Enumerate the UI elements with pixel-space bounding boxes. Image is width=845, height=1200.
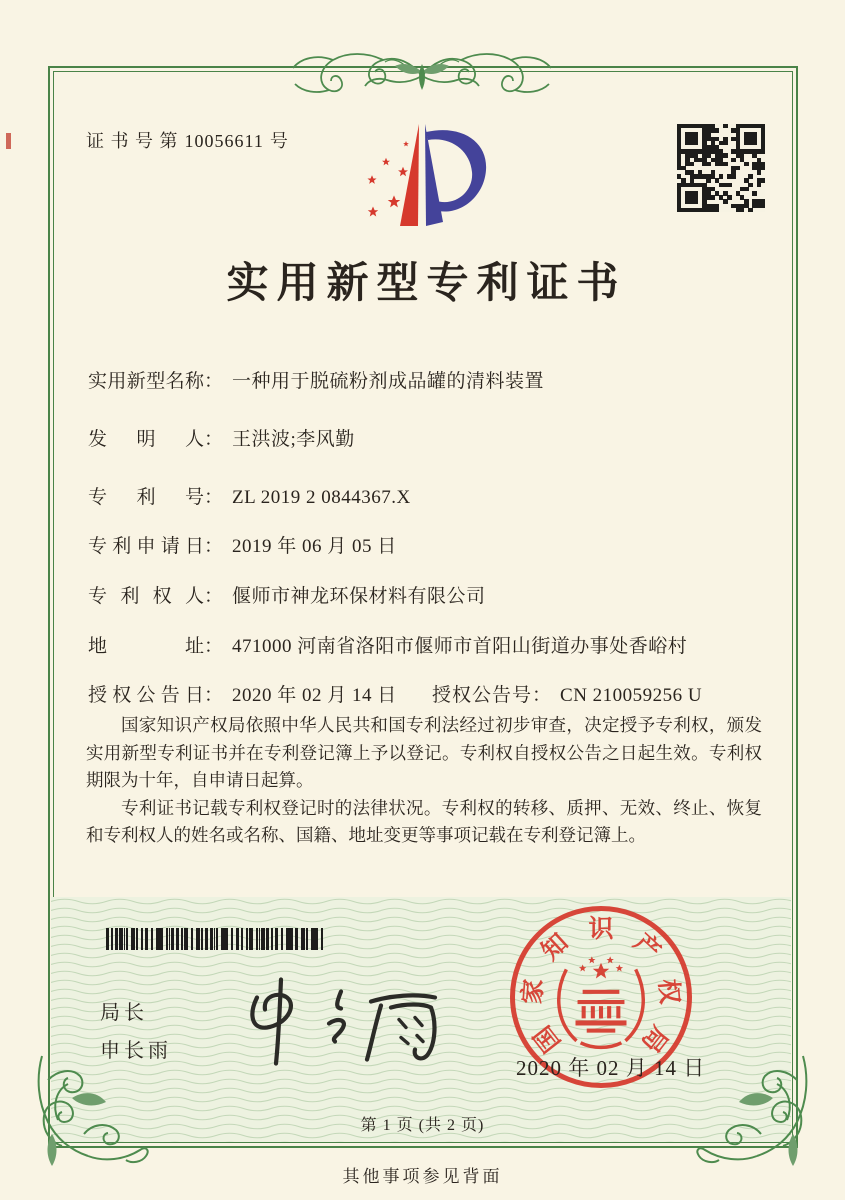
commissioner-signature <box>243 970 443 1068</box>
field-value: ZL 2019 2 0844367.X <box>232 487 411 508</box>
field-label: 专利号 <box>88 487 204 508</box>
qr-module <box>723 162 727 166</box>
field-label: 实用新型名称 <box>88 371 204 392</box>
field-label: 专利申请日 <box>88 536 204 557</box>
certificate-number-prefix: 证 书 号 第 <box>86 131 179 151</box>
commissioner-name: 申长雨 <box>100 1040 172 1062</box>
seal-char: 家 <box>519 977 549 1006</box>
qr-module <box>761 149 765 153</box>
seal-char: 知 <box>536 928 574 966</box>
qr-module <box>694 141 698 145</box>
field-colon: ： <box>204 636 224 657</box>
field-colon: ： <box>204 487 224 508</box>
qr-module <box>752 191 756 195</box>
field-colon: ： <box>204 371 224 392</box>
field-value: CN 210059256 U <box>560 685 703 706</box>
certificate-title: 实用新型专利证书 <box>226 261 627 307</box>
field-label: 地址 <box>88 636 204 657</box>
qr-module <box>744 162 748 166</box>
qr-module <box>757 170 761 174</box>
scan-edge-mark <box>6 133 11 149</box>
seal-char: 国 <box>529 1020 567 1057</box>
field-value: 一种用于脱硫粉剂成品罐的清料装置 <box>232 371 545 392</box>
field-colon: ： <box>204 586 224 607</box>
qr-module <box>744 187 748 191</box>
field-row-address <box>88 631 687 658</box>
field-label: 发明人 <box>88 429 204 450</box>
qr-module <box>740 208 744 212</box>
legal-paragraph-2: 专利证书记载专利权登记时的法律状况。专利权的转移、质押、无效、终止、恢复和专利权人的姓名或名称、国籍、地址变更等事项记载在专利登记簿上。 <box>86 797 762 845</box>
qr-module <box>723 141 727 145</box>
certificate-number-value: 10056611 <box>184 131 264 151</box>
qr-module <box>761 166 765 170</box>
qr-module <box>748 208 752 212</box>
certificate-number <box>86 127 289 153</box>
field-row-filing-date <box>88 531 397 558</box>
seal-char: 权 <box>653 977 683 1006</box>
field-colon: ： <box>204 685 224 706</box>
field-label: 专利权人 <box>88 586 204 607</box>
qr-module <box>723 199 727 203</box>
page-number: 第 1 页 (共 2 页) <box>360 1117 485 1134</box>
field-row-invention-name <box>88 366 544 393</box>
field-value: 王洪波;李风勤 <box>232 429 355 450</box>
qr-module <box>706 178 710 182</box>
qr-module <box>748 183 752 187</box>
seal-char: 识 <box>588 916 614 943</box>
qr-module <box>757 183 761 187</box>
seal-date: 2020 年 02 月 14 日 <box>516 1056 706 1080</box>
top-flourish-ornament <box>287 42 557 104</box>
field-colon: ： <box>532 685 552 706</box>
qr-module <box>761 178 765 182</box>
seal-char: 局 <box>635 1020 673 1057</box>
qr-module <box>723 124 727 128</box>
seal-char: 产 <box>628 928 666 966</box>
field-row-gazette-number <box>432 680 702 707</box>
field-value: 2020 年 02 月 14 日 <box>232 685 397 706</box>
qr-module <box>761 204 765 208</box>
field-value: 2019 年 06 月 05 日 <box>232 536 397 557</box>
qr-module <box>715 208 719 212</box>
field-row-patentee <box>88 581 486 608</box>
field-colon: ： <box>204 429 224 450</box>
field-row-inventor <box>88 424 355 451</box>
legal-text-block <box>86 712 762 850</box>
qr-module <box>690 162 694 166</box>
qr-module <box>748 174 752 178</box>
legal-paragraph-1: 国家知识产权局依照中华人民共和国专利法经过初步审查，决定授予专利权，颁发实用新型专利证书并在专利登记簿上予以登记。专利权自授权公告之日起生效。专利权期限为十年，自申请日起算。 <box>86 715 762 790</box>
qr-module <box>715 128 719 132</box>
commissioner-title: 局长 <box>100 1002 148 1024</box>
national-emblem-icon <box>550 949 652 1051</box>
qr-module <box>736 166 740 170</box>
field-label: 授权公告号 <box>432 685 533 706</box>
field-row-grant-date <box>88 680 397 707</box>
field-value: 偃师市神龙环保材料有限公司 <box>232 586 486 607</box>
qr-module <box>731 174 735 178</box>
back-side-note: 其他事项参见背面 <box>342 1167 503 1186</box>
qr-module <box>711 195 715 199</box>
qr-module <box>694 199 698 203</box>
qr-module <box>719 174 723 178</box>
cnipa-logo-icon <box>342 120 497 232</box>
barcode <box>106 928 324 950</box>
qr-module <box>727 195 731 199</box>
qr-module <box>727 183 731 187</box>
field-row-patent-number <box>88 482 411 509</box>
qr-module <box>723 153 727 157</box>
certificate-number-suffix: 号 <box>269 131 289 151</box>
field-colon: ： <box>204 536 224 557</box>
qr-code <box>677 124 765 212</box>
qr-module <box>706 162 710 166</box>
qr-module <box>752 141 756 145</box>
field-label: 授权公告日 <box>88 685 204 706</box>
field-value: 471000 河南省洛阳市偃师市首阳山街道办事处香峪村 <box>232 636 688 657</box>
qr-module <box>731 158 735 162</box>
